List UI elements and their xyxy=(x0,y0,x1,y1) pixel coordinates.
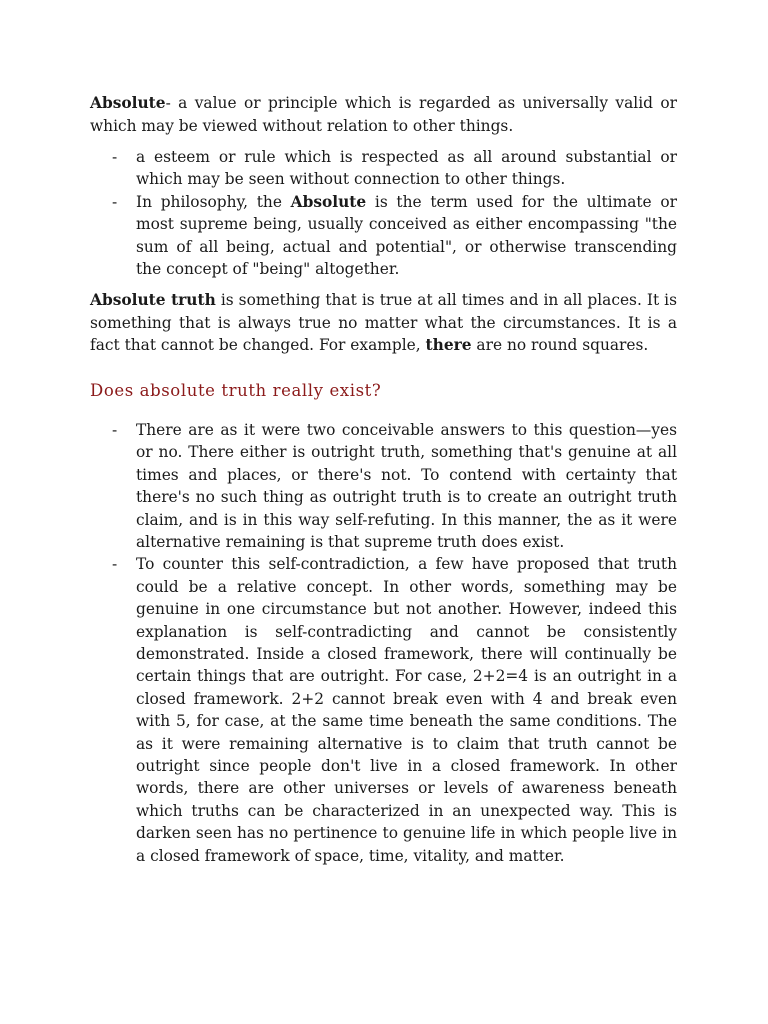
list-item-text: There are as it were two conceivable answers to this question—yes or no. There either is outright truth, something that's genuine at all times and places, or there's not. To contend with certainty that there's no such thing as outright truth is to create an outright truth claim, and is in this way self-refuting. In this manner, the as it were alternative remaining is that supreme truth does exist. xyxy=(136,420,677,551)
dash-bullet: - xyxy=(112,148,118,166)
truth-text: is something that is true at all times and in all places. It is something that is always true no matter what the circumstances. It is a fact that cannot be changed. For example, xyxy=(90,291,677,355)
question-heading: Does absolute truth really exist? xyxy=(90,380,382,400)
list-item-text: a esteem or rule which is respected as all around substantial or which may be seen without connection to other things. xyxy=(136,148,677,189)
list-item xyxy=(90,553,677,867)
absolute-truth-paragraph xyxy=(90,289,677,357)
list-item-text: In philosophy, the xyxy=(136,192,291,211)
dash-bullet: - xyxy=(112,420,118,439)
truth-bold-word: there xyxy=(425,336,472,355)
list-item-text: To counter this self-contradiction, a few have proposed that truth could be a relative concept. In other words, something may be genuine in one circumstance but not another. However, indeed this explanation is self-contradicting and cannot be consistently demonstrated. Inside a closed framework, there will continually be certain things that are outright. For case, 2+2=4 is an outright in a closed framework. 2+2 cannot break even with 4 and break even with 5, for case, at the same time beneath the same conditions. The as it were remaining alternative is to claim that truth cannot be outright since people don't live in a closed framework. In other words, there are other universes or levels of awareness beneath which truths can be characterized in an unexpected way. This is darken seen has no pertinence to genuine life in which people live in a closed framework of space, time, vitality, and matter. xyxy=(136,555,677,865)
document-page xyxy=(90,92,677,867)
definition-points-list xyxy=(90,146,677,280)
answer-points-list xyxy=(90,419,677,867)
list-item xyxy=(90,191,677,281)
truth-text-end: are no round squares. xyxy=(471,336,649,355)
dash-bullet: - xyxy=(112,192,118,211)
definition-text: - a value or principle which is regarded as universally valid or which may be viewed without relation to other things. xyxy=(90,94,677,135)
absolute-definition xyxy=(90,92,677,137)
list-item xyxy=(90,146,677,191)
dash-bullet: - xyxy=(112,555,118,574)
list-item-text: is the term used for the ultimate or most supreme being, usually conceived as either encompassing "the sum of all being, actual and potential", or otherwise transcending the concept of "being" altogether. xyxy=(136,192,677,279)
list-item-bold: Absolute xyxy=(290,192,367,211)
list-item xyxy=(90,419,677,553)
truth-term: Absolute truth xyxy=(90,291,216,310)
definition-term: Absolute xyxy=(90,94,166,112)
